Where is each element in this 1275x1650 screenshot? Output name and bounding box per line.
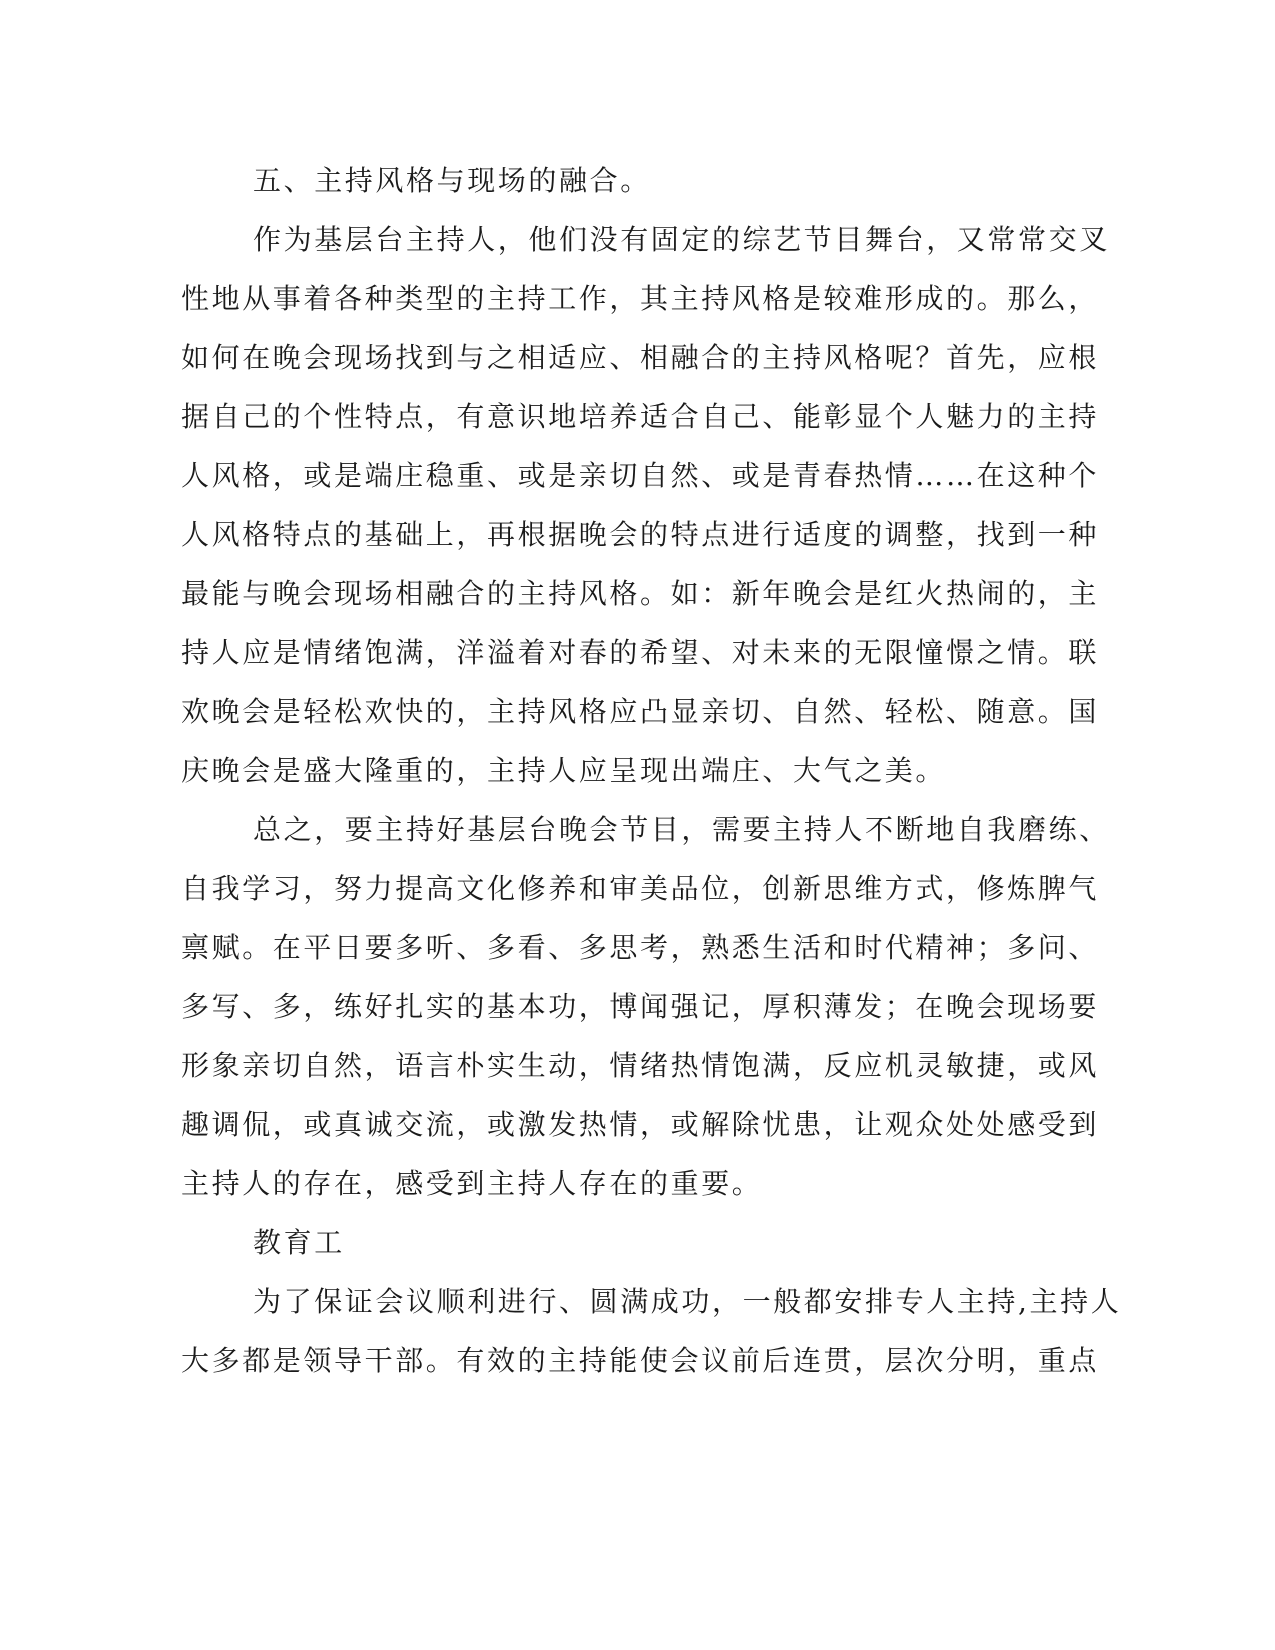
text-line: 人风格特点的基础上，再根据晚会的特点进行适度的调整，找到一种 — [181, 518, 1100, 551]
text-line: 形象亲切自然，语言朴实生动，情绪热情饱满，反应机灵敏捷，或风 — [181, 1049, 1100, 1082]
text-line: 为了保证会议顺利进行、圆满成功，一般都安排专人主持,主持人 — [253, 1285, 1122, 1318]
text-line: 庆晚会是盛大隆重的，主持人应呈现出端庄、大气之美。 — [181, 754, 947, 787]
text-line: 如何在晚会现场找到与之相适应、相融合的主持风格呢？首先，应根 — [181, 341, 1100, 374]
text-line: 多写、多，练好扎实的基本功，博闻强记，厚积薄发；在晚会现场要 — [181, 990, 1100, 1023]
text-line: 人风格，或是端庄稳重、或是亲切自然、或是青春热情……在这种个 — [181, 459, 1100, 492]
text-line: 持人应是情绪饱满，洋溢着对春的希望、对未来的无限憧憬之情。联 — [181, 636, 1100, 669]
section-title: 教育工 — [253, 1226, 345, 1259]
text-line: 欢晚会是轻松欢快的，主持风格应凸显亲切、自然、轻松、随意。国 — [181, 695, 1100, 728]
text-line: 禀赋。在平日要多听、多看、多思考，熟悉生活和时代精神；多问、 — [181, 931, 1100, 964]
text-line: 最能与晚会现场相融合的主持风格。如：新年晚会是红火热闹的，主 — [181, 577, 1100, 610]
text-line: 作为基层台主持人，他们没有固定的综艺节目舞台，又常常交叉 — [253, 223, 1110, 256]
text-line: 据自己的个性特点，有意识地培养适合自己、能彰显个人魅力的主持 — [181, 400, 1100, 433]
section-heading: 五、主持风格与现场的融合。 — [253, 164, 651, 197]
text-line: 自我学习，努力提高文化修养和审美品位，创新思维方式，修炼脾气 — [181, 872, 1100, 905]
text-line: 总之，要主持好基层台晚会节目，需要主持人不断地自我磨练、 — [253, 813, 1110, 846]
text-line: 主持人的存在，感受到主持人存在的重要。 — [181, 1167, 763, 1200]
text-line: 性地从事着各种类型的主持工作，其主持风格是较难形成的。那么， — [181, 282, 1100, 315]
text-line: 大多都是领导干部。有效的主持能使会议前后连贯，层次分明，重点 — [181, 1344, 1100, 1377]
text-line: 趣调侃，或真诚交流，或激发热情，或解除忧患，让观众处处感受到 — [181, 1108, 1100, 1141]
